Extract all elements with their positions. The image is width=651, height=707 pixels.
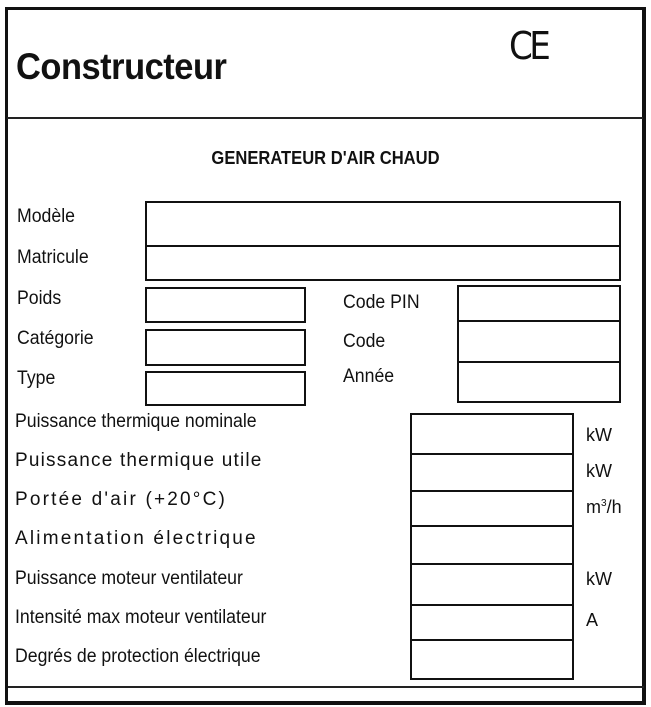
label-code-pin: Code PIN — [343, 292, 420, 313]
label-type: Type — [17, 368, 56, 389]
label-puissance-moteur: Puissance moteur ventilateur — [15, 568, 243, 589]
unit-kw-nominale: kW — [586, 425, 612, 445]
manufacturer-title: Constructeur — [16, 46, 227, 87]
unit-kw-moteur: kW — [586, 569, 612, 589]
label-alimentation: Alimentation électrique — [15, 528, 258, 549]
field-modele[interactable] — [145, 201, 621, 248]
field-puissance-nominale[interactable] — [410, 413, 574, 455]
label-degres-protection: Degrés de protection électrique — [15, 646, 261, 667]
field-intensite-max[interactable] — [410, 604, 574, 641]
label-matricule: Matricule — [17, 247, 89, 268]
label-intensite-max: Intensité max moteur ventilateur — [15, 607, 267, 628]
label-annee: Année — [343, 366, 395, 387]
ce-mark-icon: CE — [509, 24, 548, 68]
field-type[interactable] — [145, 371, 306, 406]
unit-m3h: $m^3/h$ — [586, 497, 622, 517]
field-poids[interactable] — [145, 287, 306, 323]
unit-kw-utile: kW — [586, 461, 612, 481]
label-categorie: Catégorie — [17, 328, 94, 349]
label-puissance-utile: Puissance thermique utile — [15, 450, 263, 471]
label-puissance-nominale: Puissance thermique nominale — [15, 411, 257, 432]
field-matricule[interactable] — [145, 245, 621, 281]
footer-divider — [8, 686, 644, 688]
field-puissance-moteur[interactable] — [410, 563, 574, 606]
field-code[interactable] — [457, 320, 621, 363]
field-annee[interactable] — [457, 361, 621, 403]
label-modele: Modèle — [17, 206, 75, 227]
field-portee-air[interactable] — [410, 490, 574, 527]
field-categorie[interactable] — [145, 329, 306, 366]
field-puissance-utile[interactable] — [410, 453, 574, 492]
field-degres-protection[interactable] — [410, 639, 574, 680]
product-type-heading: GENERATEUR D'AIR CHAUD — [211, 148, 440, 168]
header-divider — [7, 117, 643, 119]
unit-ampere: A — [586, 610, 599, 630]
label-portee-air: Portée d'air (+20°C) — [15, 489, 228, 510]
field-code-pin[interactable] — [457, 285, 621, 322]
field-alimentation[interactable] — [410, 525, 574, 565]
label-poids: Poids — [17, 288, 62, 309]
label-code: Code — [343, 331, 386, 352]
